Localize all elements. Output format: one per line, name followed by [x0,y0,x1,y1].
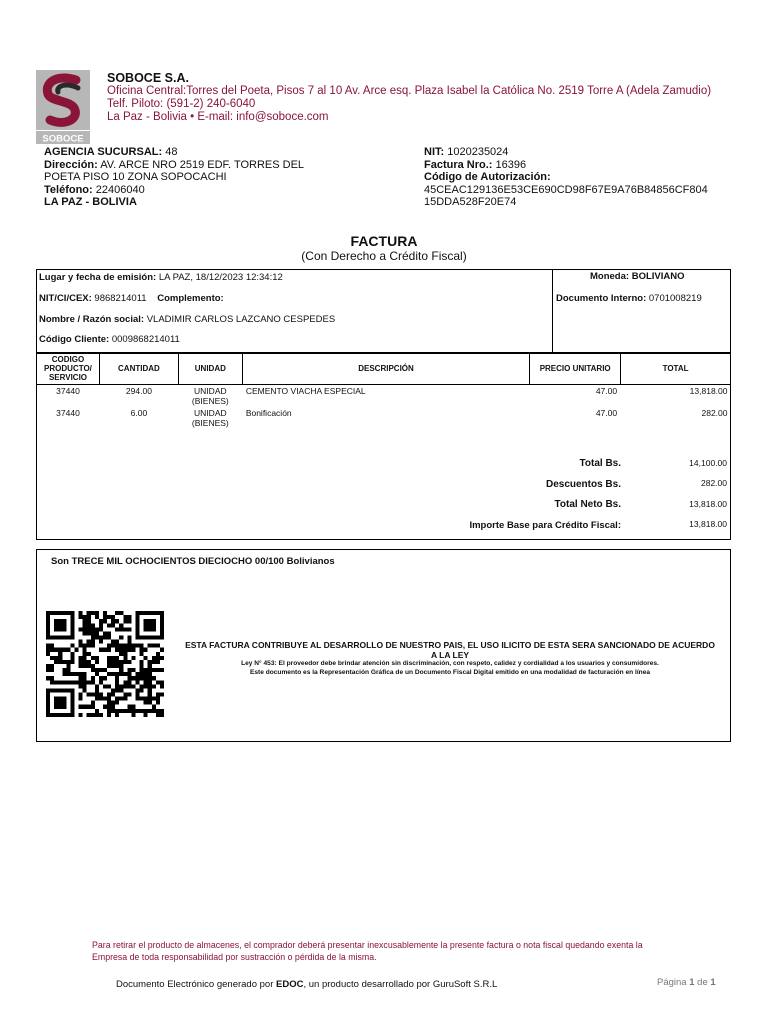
generated-suffix: , un producto desarrollado por GuruSoft S.R.L [303,979,498,990]
items-table [36,352,731,429]
col-unidad-header: UNIDAD [178,353,242,385]
moneda-value: BOLIVIANO [631,271,685,282]
cell-codigo: 37440 [56,386,80,396]
codigo-cliente-row [39,334,180,345]
col-descripcion-header: DESCRIPCIÓN [242,353,529,385]
codigo-autorizacion-line2: 15DDA528F20E74 [424,196,517,208]
telefono-label: Teléfono: [44,183,93,196]
client-nit-value: 9868214011 [94,293,147,304]
nit-label: NIT: [424,146,445,158]
cell-descripcion: Bonificación [245,408,292,418]
page-total: 1 [710,977,716,988]
col-precio-header: PRECIO UNITARIO [530,353,621,385]
agencia-label: AGENCIA SUCURSAL: [44,146,163,158]
cell-unidad-line2: (BIENES) [191,418,229,428]
codigo-autorizacion-line1: 45CEAC129136E53CE690CD98F67E9A76B84856CF804 [424,183,708,196]
importe-base-value: 13,818.00 [689,519,727,529]
razon-social-row [39,314,335,325]
cell-cantidad: 294.00 [125,386,152,396]
svg-text:SOBOCE: SOBOCE [42,133,84,144]
razon-value: VLADIMIR CARLOS LAZCANO CESPEDES [146,314,336,325]
col-total-header: TOTAL [621,353,731,385]
codigo-autorizacion-label: Código de Autorización: [424,171,551,183]
doc-interno-value: 0701008219 [648,293,702,304]
company-location: La Paz - Bolivia • E-mail: info@soboce.com [107,111,329,123]
footer-note: Para retirar el producto de almacenes, el comprador deberá presentar inexcusablemente la presente factura o nota fiscal quedando exenta la Empresa de toda responsabilidad por sustracción o pérdida de la misma. [92,940,643,962]
cell-descripcion: CEMENTO VIACHA ESPECIAL [245,386,366,396]
lugar-fecha-row [39,272,283,283]
codigo-cliente-label: Código Cliente: [39,334,110,345]
direccion-value: AV. ARCE NRO 2519 EDF. TORRES DEL [100,158,305,171]
factura-number-label: Factura Nro.: [424,158,493,171]
lugar-label: Lugar y fecha de emisión: [39,272,157,283]
codigo-cliente-value: 0009868214011 [111,334,180,345]
soboce-logo [36,70,90,144]
total-neto-label: Total Neto Bs. [554,499,621,510]
cell-unidad-line1: UNIDAD [194,386,227,396]
cell-unidad [178,407,242,429]
amount-in-words: Son TRECE MIL OCHOCIENTOS DIECIOCHO 00/100 Bolivianos [51,556,335,567]
factura-number-value: 16396 [495,158,527,171]
cell-total: 282.00 [701,408,728,418]
qr-code [46,611,164,717]
legal-line-2: Ley N° 453: El proveedor debe brindar atención sin discriminación, con respeto, calidez y cordialidad a los usuarios y consumidores. [241,660,659,667]
direccion-value-2: POETA PISO 10 ZONA SOPOCACHI [44,171,227,183]
generated-by [116,979,497,990]
descuentos-label: Descuentos Bs. [545,479,621,490]
col-codigo-header: CODIGO PRODUCTO/ SERVICIO [37,353,100,385]
razon-label: Nombre / Razón social: [39,314,145,325]
legal-notice: ESTA FACTURA CONTRIBUYE AL DESARROLLO DE NUESTRO PAIS, EL USO ILICITO DE ESTA SERA SANCIONADO DE ACUERDO A LA LEY [185,640,715,660]
total-neto-value: 13,818.00 [689,499,727,509]
cell-unidad-line1: UNIDAD [194,408,227,418]
company-name: SOBOCE S.A. [107,71,189,85]
page-of: de [697,977,708,988]
importe-base-label: Importe Base para Crédito Fiscal: [469,520,621,531]
doc-interno-label: Documento Interno: [556,293,647,304]
complemento-label: Complemento: [157,293,224,304]
cell-total: 13,818.00 [689,386,728,396]
nit-client-row [39,293,224,304]
generated-brand: EDOC [276,979,304,990]
document-subtitle: (Con Derecho a Crédito Fiscal) [301,249,467,263]
telefono-value: 22406040 [95,183,145,196]
cell-cantidad: 6.00 [130,408,148,418]
generated-prefix: Documento Electrónico generado por [116,979,277,990]
page-current: 1 [689,977,695,988]
agencia-value: 48 [165,146,178,158]
fiscal-info [424,146,754,209]
cell-precio: 47.00 [595,408,618,418]
page-word: Página [657,977,687,988]
descuentos-value: 282.00 [701,478,727,488]
document-title: FACTURA [350,233,418,249]
client-box-divider [552,269,553,353]
items-header-row [37,353,731,385]
cell-codigo: 37440 [56,408,80,418]
moneda-label: Moneda: [590,271,630,282]
cell-precio: 47.00 [595,386,618,396]
total-label: Total Bs. [579,458,621,469]
company-address: Oficina Central:Torres del Poeta, Pisos 7 al 10 Av. Arce esq. Plaza Isabel la Católica No. 2519 Torre A (Adela Zamudio) [107,85,712,97]
branch-info [44,146,364,209]
total-value: 14,100.00 [689,458,727,468]
company-phone: Telf. Piloto: (591-2) 240-6040 [107,98,256,110]
cell-unidad [178,385,242,408]
legal-line-3: Este documento es la Representación Gráfica de un Documento Fiscal Digital emitido en una modalidad de facturación en línea [249,669,651,676]
legal-law-453 [185,659,715,677]
col-cantidad-header: CANTIDAD [99,353,178,385]
branch-city: LA PAZ - BOLIVIA [44,196,137,208]
table-row [37,407,731,429]
client-nit-label: NIT/CI/CEX: [39,293,92,304]
page-indicator [657,977,716,988]
direccion-label: Dirección: [44,158,98,171]
nit-value: 1020235024 [447,146,509,158]
lugar-value: LA PAZ, 18/12/2023 12:34:12 [158,272,283,283]
table-row [37,385,731,408]
cell-unidad-line2: (BIENES) [191,396,229,406]
documento-interno-row [556,293,702,304]
moneda-row [590,271,684,282]
